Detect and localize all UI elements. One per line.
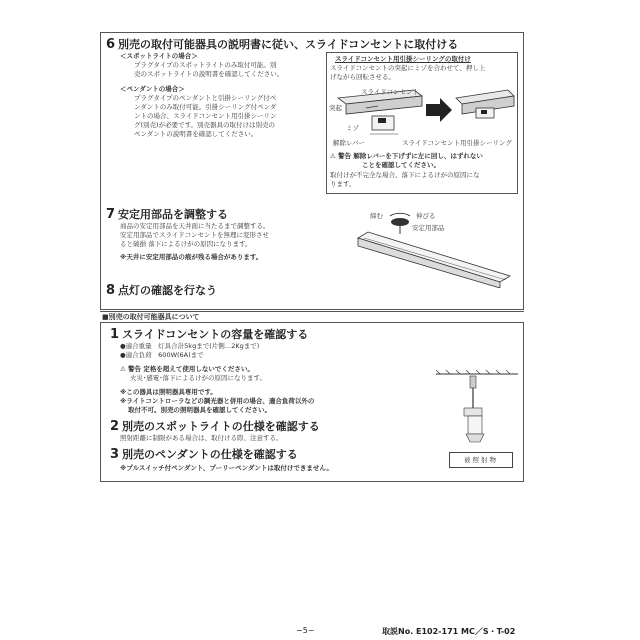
step8-number: 8 [106,283,116,298]
note-dimmer-2: 取付不可。別売の照明器具を確認してください。 [128,406,271,414]
step8-heading [106,282,217,298]
item2-heading [110,418,320,434]
pendant-text-5: ペンダントの説明書を確認してください。 [134,130,258,138]
label-ceiling-adapter: スライドコンセント用引掛シーリング [402,139,512,147]
load-spec: ●適合負荷 600W(6A)まで [120,351,204,359]
warning-label: 警告 [338,152,352,160]
capacity-warning-text: 定格を超えて使用しないでください。 [143,365,254,373]
step7-heading [106,206,228,222]
inset-text-1: スライドコンセントの突起にミゾを合わせて、押し上 [330,64,486,72]
capacity-warning-sub: 火災･感電･落下によるけがの原因になります。 [130,374,266,382]
arrow-right-icon [426,98,452,122]
note-dimmer-1: ※ライトコントローラなどの調光器と併用の場合、適合負荷以外の [120,397,315,405]
item2-title: 別売のスポットライトの仕様を確認する [122,420,320,433]
step7-text-3: ると破損 落下によるけがの原因になります。 [120,240,252,248]
label-groove: ミゾ [346,124,359,132]
step6-number: 6 [106,37,116,52]
label-release-lever: 解除レバー [333,139,366,147]
step8-title: 点灯の確認を行なう [118,284,218,297]
step7-text-2: 安定用部品でスライドコンセントを無理に変形させ [120,231,270,239]
label-slide-outlet: スライドコンセント [361,88,420,96]
item3-heading [110,446,298,462]
label-stabilizer: 安定用部品 [412,224,445,232]
note-lighting-only: ※この器具は照明器具専用です。 [120,388,217,396]
label-protrusion: 突起 [329,104,342,112]
warning-text-1: 解除レバーを下げずに左に回し、はずれない [353,152,483,160]
item3-title: 別売のペンダントの仕様を確認する [122,448,298,461]
pendant-text-1: プラグタイプのペンダントと引掛シーリング付ペ [134,94,277,102]
item2-number: 2 [110,419,120,434]
step6-heading [106,36,458,52]
stabilizer-knob [391,218,409,226]
target-object-label: 被照射物 [464,455,498,464]
item3-number: 3 [110,447,120,462]
page-number: −5− [296,626,315,635]
label-extend: 伸びる [416,212,436,220]
rail-right [456,90,514,118]
ceiling-adapter-left [370,116,398,134]
step6-title: 別売の取付可能器具の説明書に従い、スライドコンセントに取付ける [118,38,459,51]
pendant-text-4: グ(別売)が必要です。別売器具の取付けは別売の [134,121,276,129]
inset-text-2: げながら回転させる。 [330,73,395,81]
warning-sub-1: 取付けが不完全な場合、落下によるけがの原因にな [330,171,480,179]
item2-text: 照射距離に制限がある場合は、取付ける際、注意する。 [120,434,283,442]
step7-note: ※天井に安定用部品の痕が残る場合があります。 [120,253,263,261]
item1-number: 1 [110,327,120,342]
pendant-text-3: ントの場合、スライドコンセント用引掛シーリン [134,112,277,120]
section-header: ■別売の取付可能器具について [100,311,524,322]
spot-text-2: 売のスポットライトの説明書を確認してください。 [134,70,284,78]
inset-title: スライドコンセント用引掛シーリングの取付け [335,55,471,63]
pendant-text-2: ンダントのみ取付可能。引掛シーリング付ペンダ [134,103,277,111]
target-object-box [449,452,513,468]
capacity-warning [120,365,254,374]
warning-text-2: ことを確認してください。 [362,161,440,169]
step7-number: 7 [106,207,116,222]
inset-warning [330,152,483,161]
step7-title: 安定用部品を調整する [118,208,229,221]
spotlight-illustration [432,368,522,452]
spot-heading: ＜スポットライトの場合＞ [120,52,198,60]
item1-title: スライドコンセントの容量を確認する [122,328,309,341]
capacity-warning-label: 警告 [128,365,142,373]
document-number: 取説No. E102-171 MC／S・T-02 [382,627,516,636]
pendant-heading: ＜ペンダントの場合＞ [120,85,185,93]
weight-spec: ●適合重量 灯具合計5kgまで(片側…2Kgまで) [120,342,260,350]
warning-icon: ⚠ [330,152,336,160]
warning-sub-2: ります。 [330,180,356,188]
item3-note: ※プルスイッチ付ペンダント、プーリーペンダントは取付けできません。 [120,464,333,472]
item1-heading [110,326,308,342]
label-tighten: 締む [370,212,383,220]
step7-text-1: 商品の安定用部品を天井面に当たるまで調整する。 [120,222,270,230]
spot-text-1: プラグタイプのスポットライトのみ取付可能。別 [134,61,277,69]
warning-icon: ⚠ [120,365,126,373]
